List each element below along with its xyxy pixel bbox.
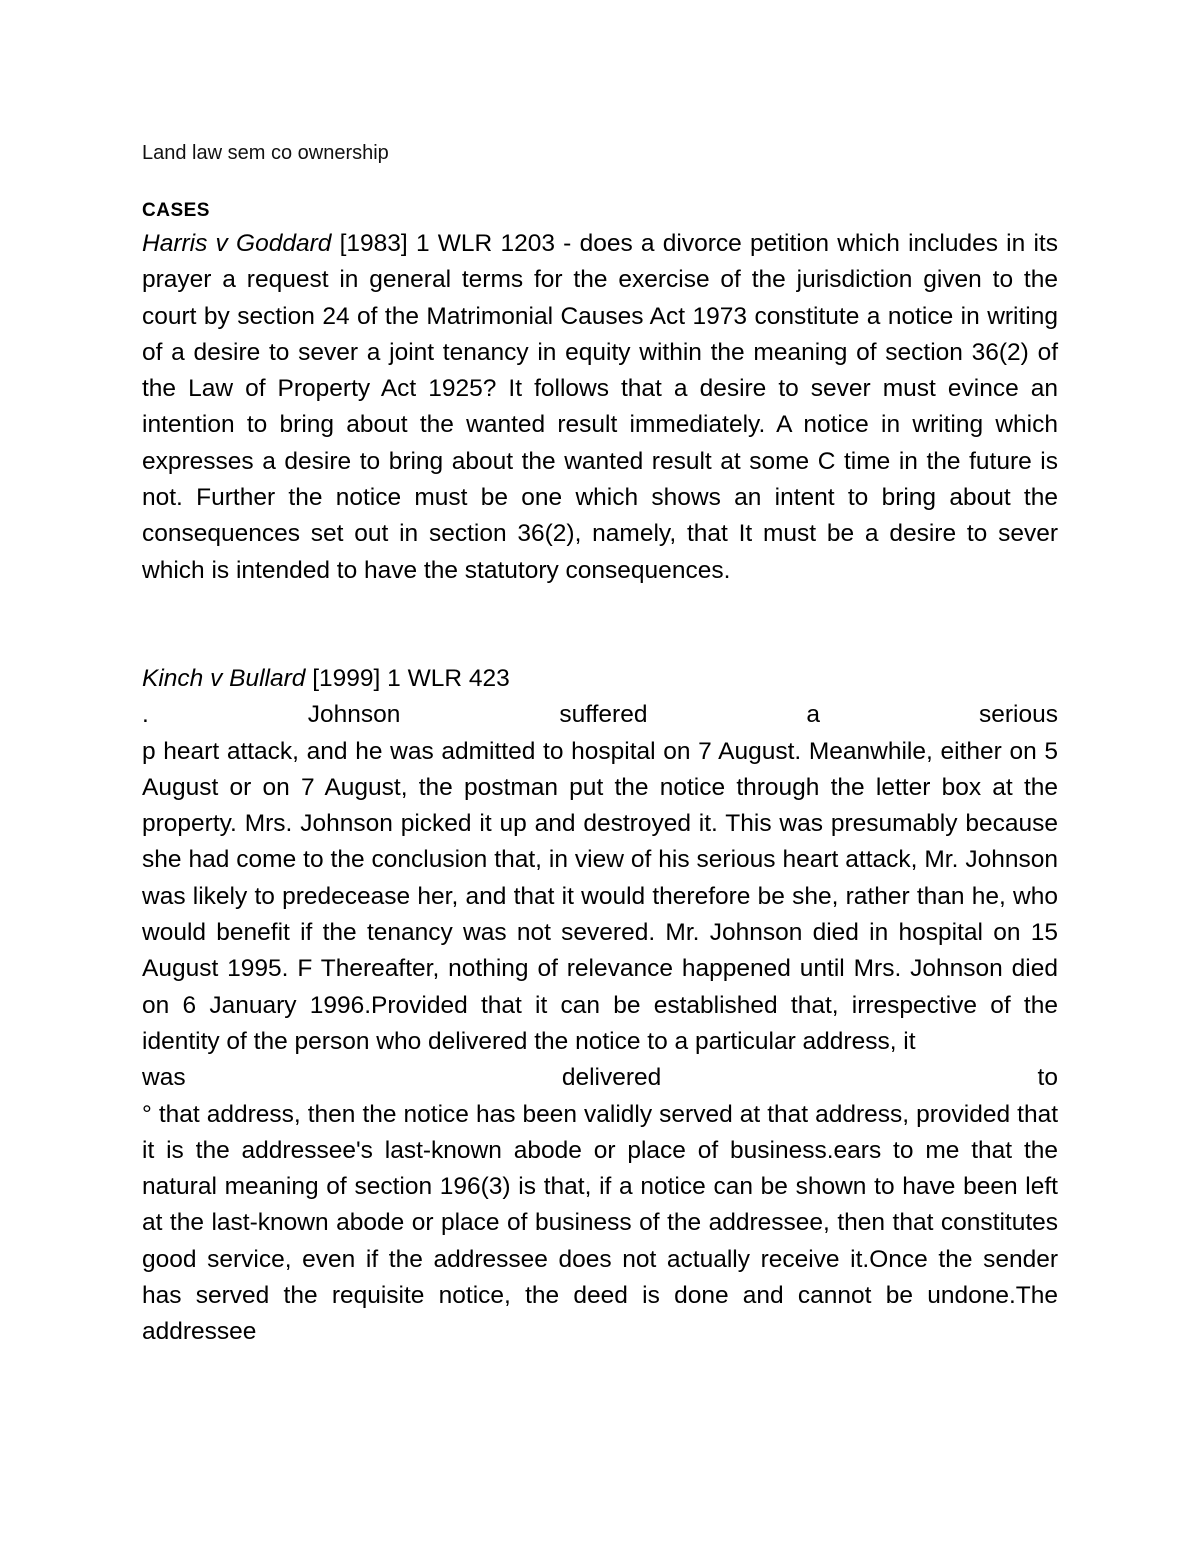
line-word: was <box>142 1064 186 1092</box>
document-title: Land law sem co ownership <box>142 142 389 164</box>
case-text: ° that address, then the notice has been validly served at that address, provided that it is the addressee's last-known abode or place of business.ears to me that the natural meaning of section 196(3) is that, if a notice can be shown to have been left at the last-known abode or place of business of the addressee, then that constitutes good service, even if the addressee does not actually receive it.Once the sender has served the requisite notice, the deed is done and cannot be undone.The addressee <box>142 1100 1058 1346</box>
line-word: . <box>142 701 149 729</box>
line-word: delivered <box>561 1064 662 1092</box>
case-paragraph <box>142 226 1058 589</box>
justified-line <box>142 697 1058 733</box>
case-text: does a divorce petition which includes in its prayer a request in general terms for the exercise of the jurisdiction given to the court by section 24 of the Matrimonial Causes Act 1973 constitute a notice in writing of a desire to sever a joint tenancy in equity within the meaning of section 36(2) of the Law of Property Act 1925? It follows that a desire to sever must evince an intention to bring about the wanted result immediately. A notice in writing which expresses a desire to bring about the wanted result at some C time in the future is not. Further the notice must be one which shows an intent to bring about the consequences set out in section 36(2), namely, that It must be a desire to sever which is intended to have the statutory consequences. <box>142 230 1058 584</box>
line-word: Johnson <box>307 701 401 729</box>
case-kinch-v-bullard <box>142 661 1058 1351</box>
line-word: to <box>1037 1064 1058 1092</box>
case-name: Kinch v Bullard <box>142 665 306 692</box>
case-citation: [1983] 1 WLR 1203 - <box>331 230 580 257</box>
case-text: p heart attack, and he was admitted to hospital on 7 August. Meanwhile, either on 5 August or on 7 August, the postman put the notice through the letter box at the property. Mrs. Johnson picked it up and destroyed it. This was presumably because she had come to the conclusion that, in view of his serious heart attack, Mr. Johnson was likely to predecease her, and that it would therefore be she, rather than he, who would benefit if the tenancy was not severed. Mr. Johnson died in hospital on 15 August 1995. F Thereafter, nothing of relevance happened until Mrs. Johnson died on 6 January 1996.Provided that it can be established that, irrespective of the identity of the person who delivered the notice to a particular address, it <box>142 737 1058 1055</box>
case-heading <box>142 661 1058 697</box>
case-citation: [1999] 1 WLR 423 <box>305 665 510 692</box>
section-label-cases: CASES <box>142 200 210 221</box>
line-word: a <box>806 701 821 729</box>
line-word: suffered <box>559 701 648 729</box>
case-harris-v-goddard <box>142 226 1058 589</box>
justified-line <box>142 1060 1058 1096</box>
case-name: Harris v Goddard <box>142 230 332 257</box>
line-word: serious <box>979 701 1058 729</box>
